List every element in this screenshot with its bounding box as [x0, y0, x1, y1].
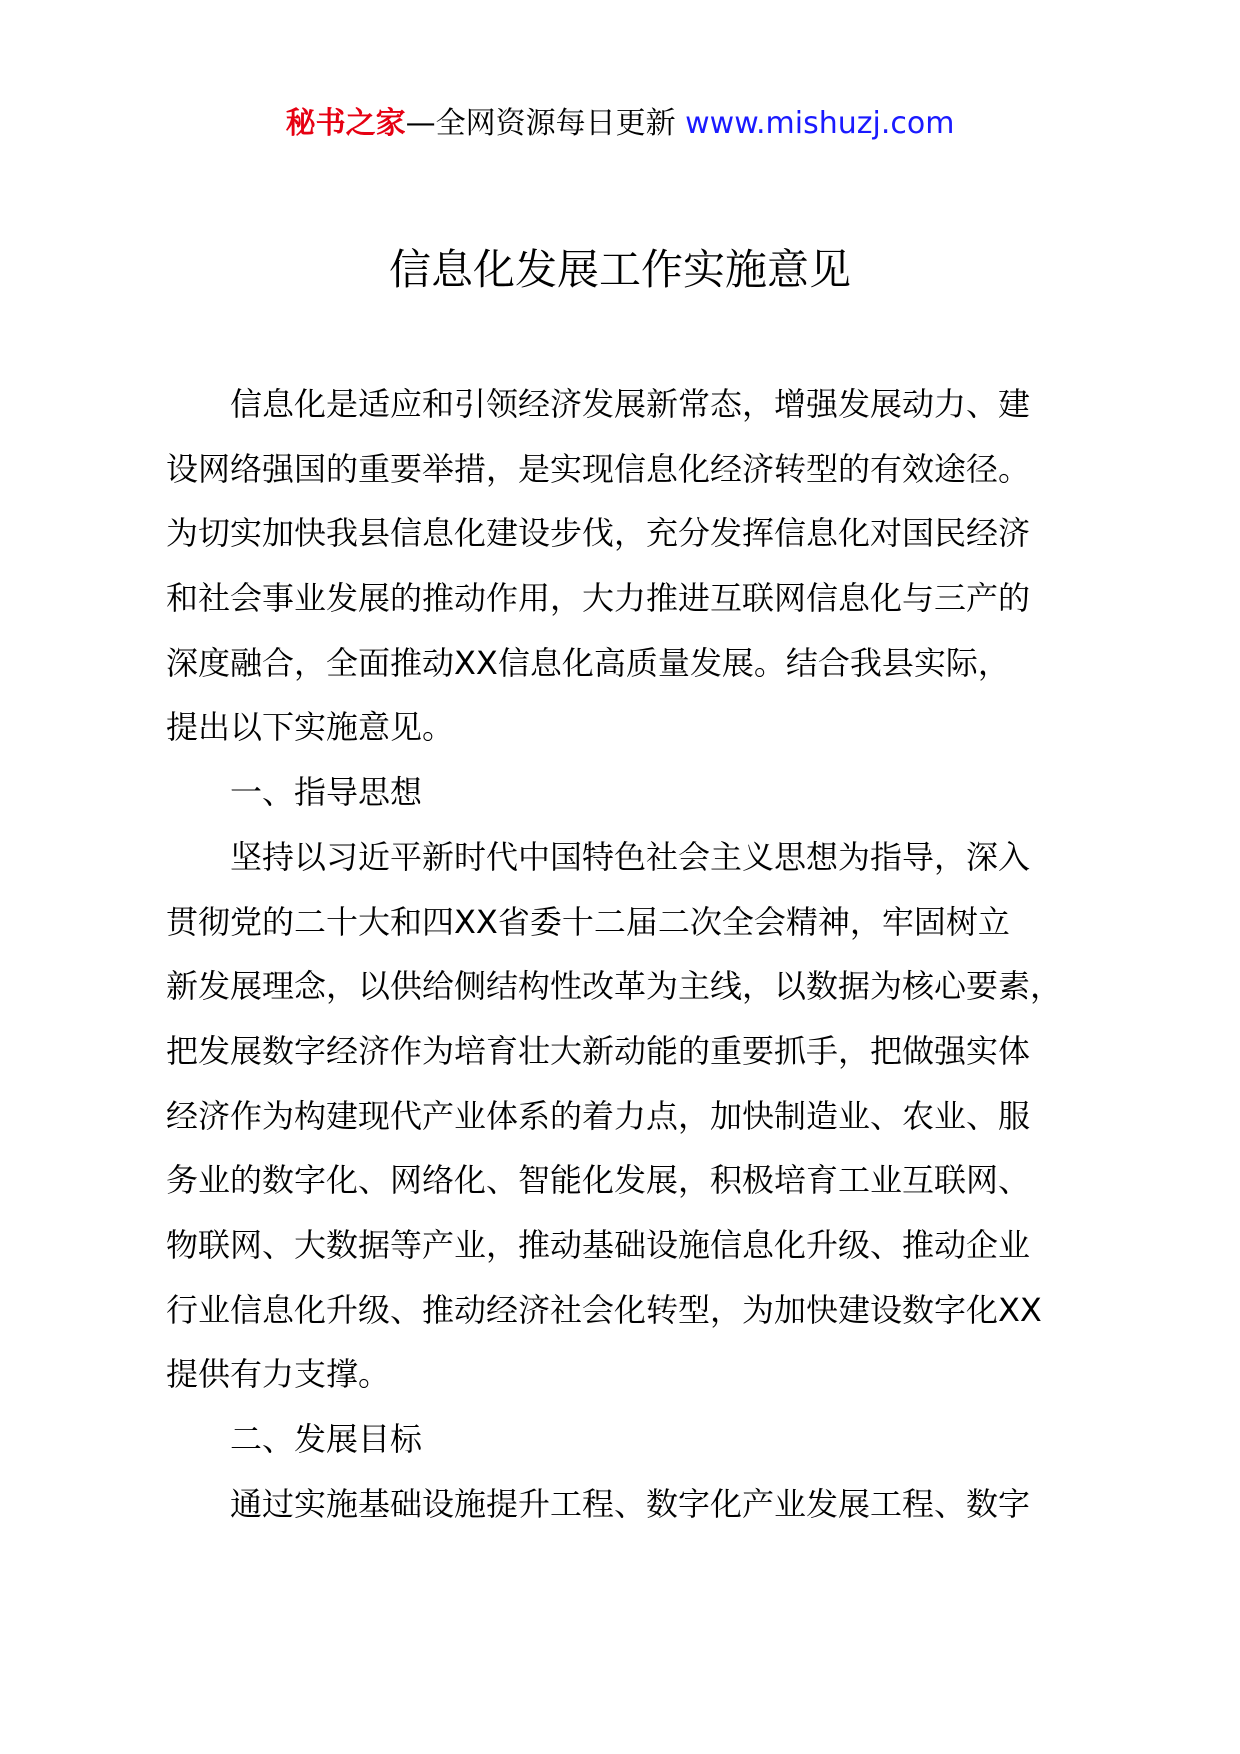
body-line: 提出以下实施意见。	[166, 708, 455, 747]
body-line: 信息化是适应和引领经济发展新常态，增强发展动力、建	[230, 385, 1031, 423]
site-url-link[interactable]: www.mishuzj.com	[685, 106, 955, 141]
body-line: 行业信息化升级、推动经济社会化转型，为加快建设数字化XX	[166, 1290, 1042, 1329]
body-line: 把发展数字经济作为培育壮大新动能的重要抓手，把做强实体	[166, 1031, 1031, 1070]
body-line: 务业的数字化、网络化、智能化发展，积极培育工业互联网、	[166, 1161, 1031, 1200]
body-line: 坚持以习近平新时代中国特色社会主义思想为指导，深入	[230, 837, 1031, 876]
document-body	[166, 372, 1096, 1536]
section-heading: 一、指导思想	[230, 773, 423, 812]
body-line: 经济作为构建现代产业体系的着力点，加快制造业、农业、服	[166, 1096, 1031, 1135]
body-line: 为切实加快我县信息化建设步伐，充分发挥信息化对国民经济	[166, 514, 1031, 553]
body-line: 设网络强国的重要举措，是实现信息化经济转型的有效途径。	[166, 449, 1031, 488]
body-line: 新发展理念，以供给侧结构性改革为主线，以数据为核心要素，	[166, 967, 1063, 1006]
section-heading: 二、发展目标	[230, 1420, 423, 1458]
brand-name: 秘书之家	[285, 106, 406, 141]
body-line: 提供有力支撑。	[166, 1355, 391, 1394]
document-title: 信息化发展工作实施意见	[388, 245, 851, 294]
header-slogan: —全网资源每日更新	[405, 106, 676, 141]
body-line: 和社会事业发展的推动作用，大力推进互联网信息化与三产的	[166, 579, 1031, 618]
body-line: 贯彻党的二十大和四XX省委十二届二次全会精神，牢固树立	[166, 902, 1010, 941]
body-line: 通过实施基础设施提升工程、数字化产业发展工程、数字	[230, 1484, 1031, 1523]
body-line: 深度融合，全面推动XX信息化高质量发展。结合我县实际，	[166, 643, 1010, 682]
body-line: 物联网、大数据等产业，推动基础设施信息化升级、推动企业	[166, 1225, 1031, 1264]
site-header	[0, 100, 1240, 148]
